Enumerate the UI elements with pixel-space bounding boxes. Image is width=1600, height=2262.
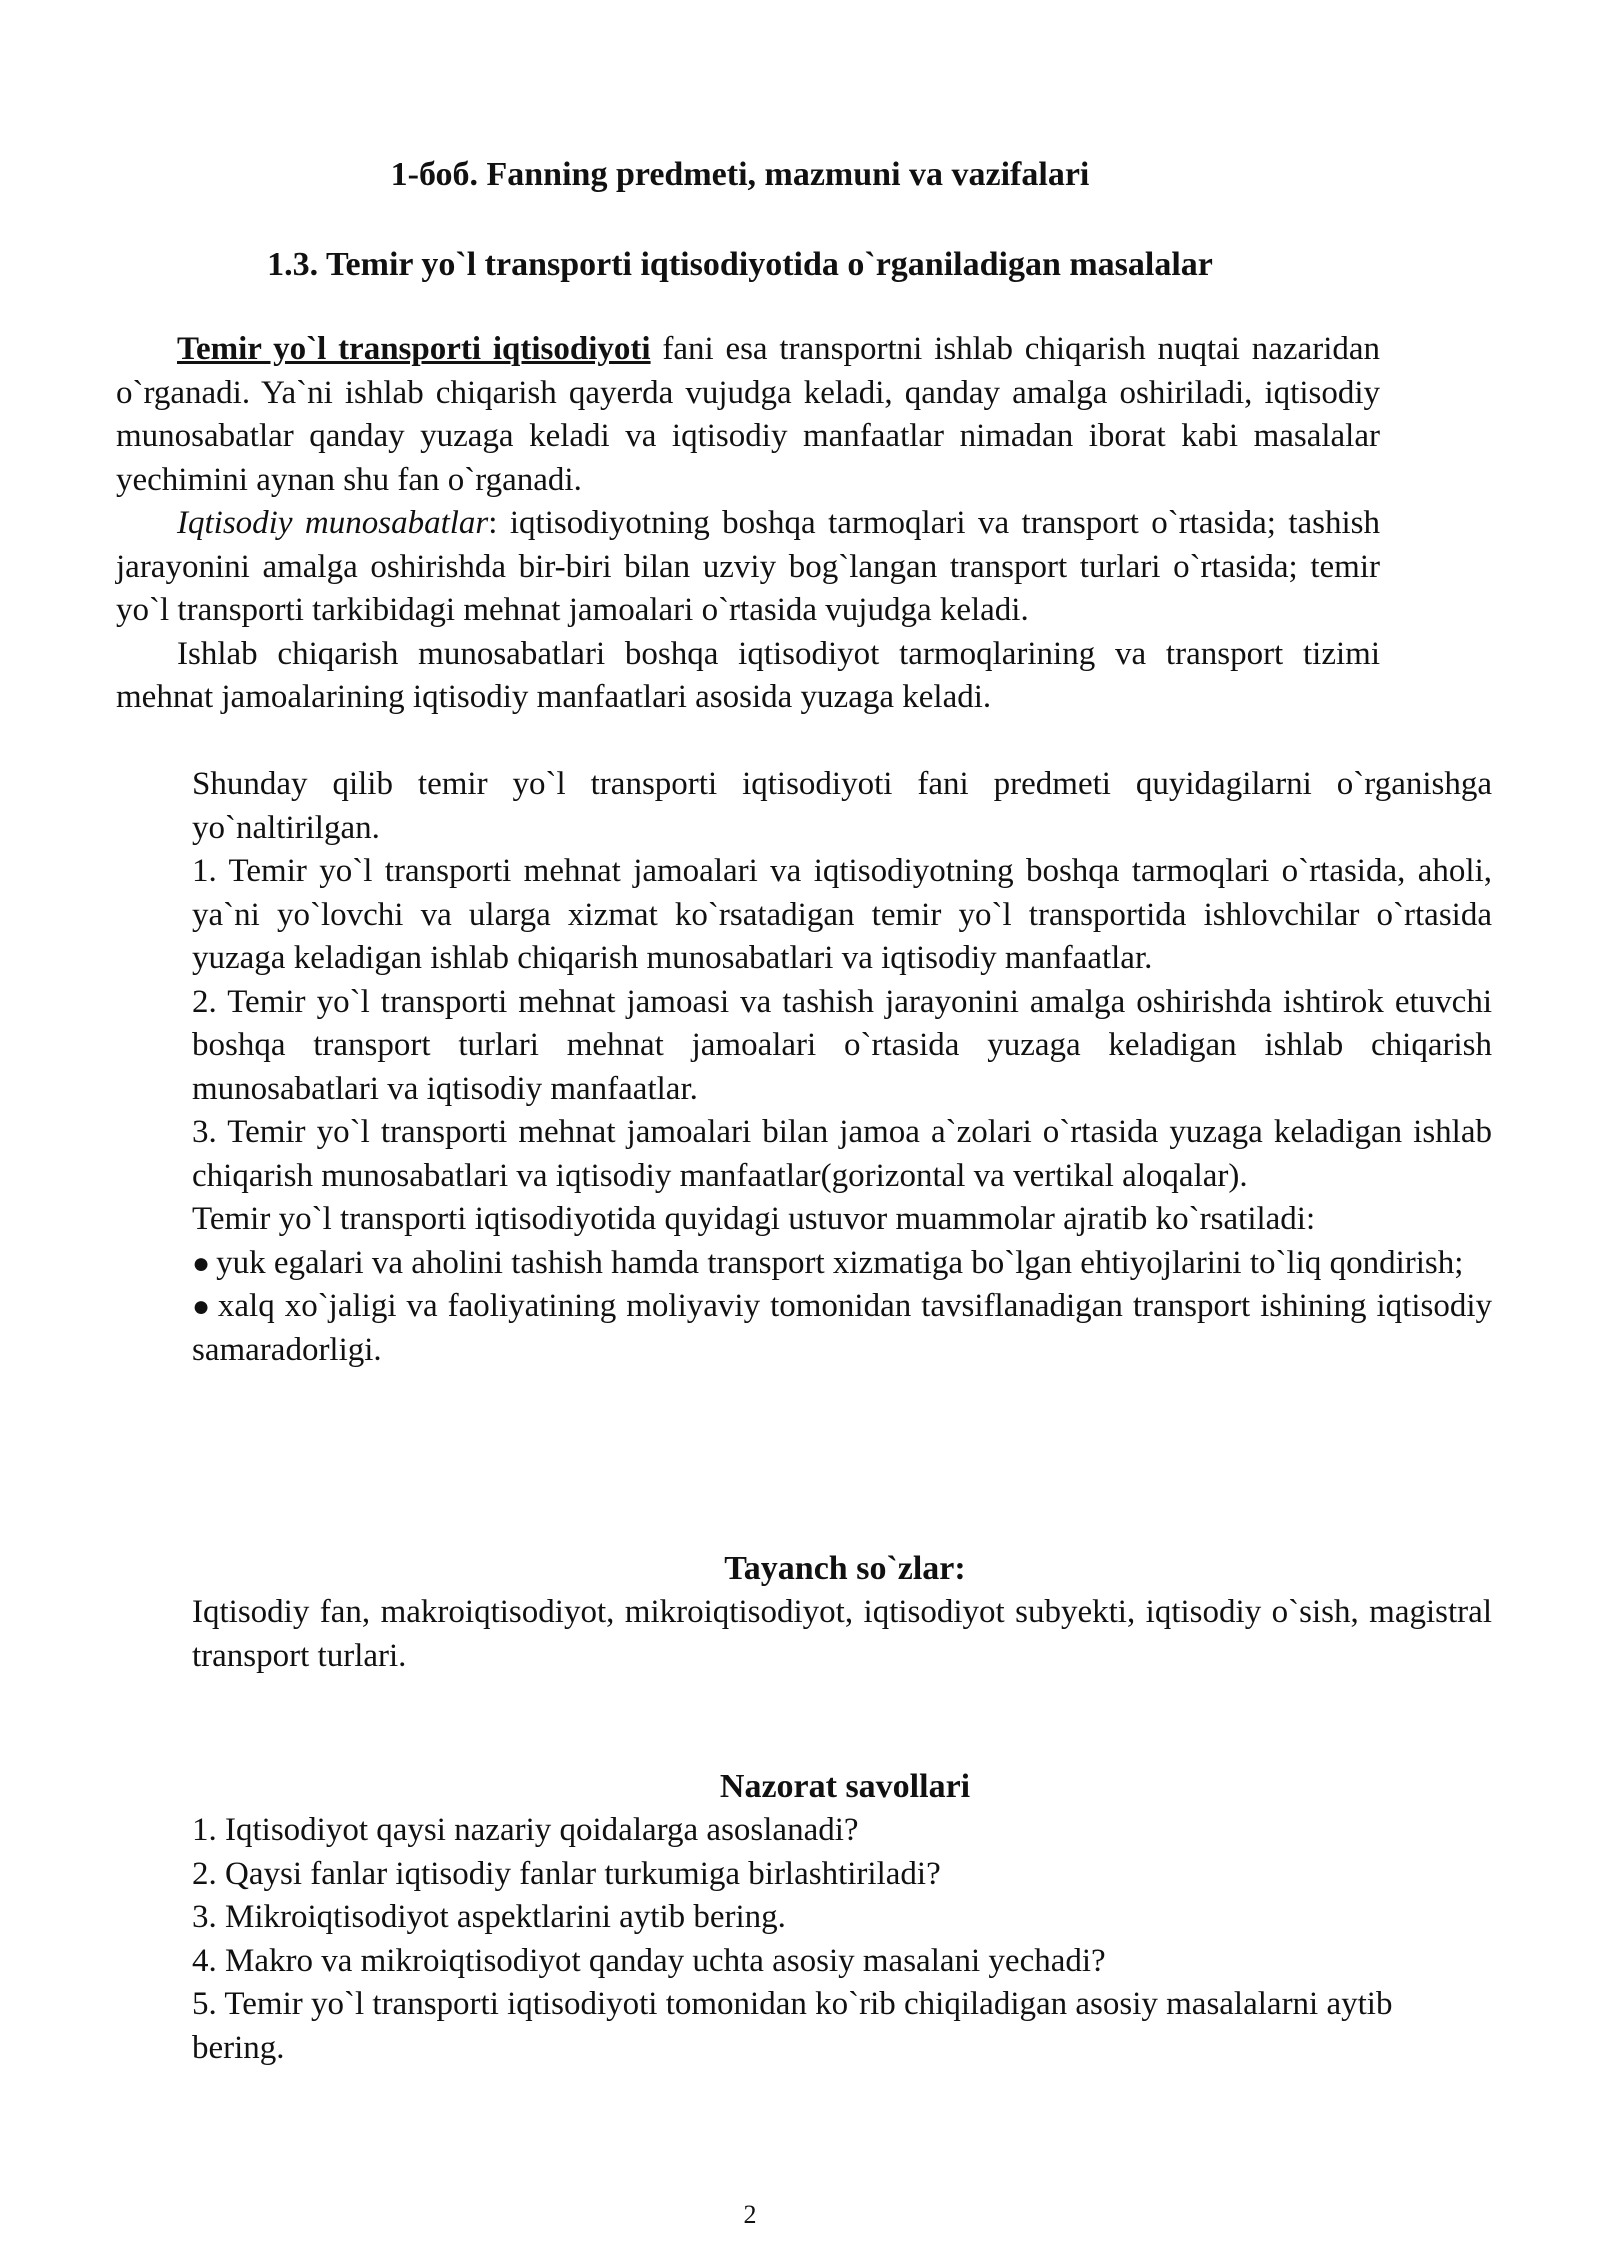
question-item: 2. Qaysi fanlar iqtisodiy fanlar turkumiga birlashtiriladi? [192,1855,941,1892]
paragraph-2 [116,502,1380,633]
question-item: 4. Makro va mikroiqtisodiyot qanday uchta asosiy masalani yechadi? [192,1942,1106,1979]
questions-list [192,1809,1492,2070]
page-number: 2 [743,2200,757,2229]
paragraph-1 [116,328,1380,502]
paragraph-2-text: : iqtisodiyotning boshqa tarmoqlari va transport o`rtasida; tashish jarayonini amalga oshirishda bir-biri bilan uzviy bog`langan transport turlari o`rtasida; temir yo`l transporti tarkibidagi mehnat jamoalari o`rtasida vujudga keladi. [116,505,1380,628]
list-item: 2. Temir yo`l transporti mehnat jamoasi va tashish jarayonini amalga oshirishda ishtirok etuvchi boshqa transport turlari mehnat jamoalari o`rtasida yuzaga keladigan ishlab chiqarish munosabatlari va iqtisodiy manfaatlar. [192,983,1492,1107]
question-item: 3. Mikroiqtisodiyot aspektlarini aytib bering. [192,1899,786,1935]
section-title: 1.3. Temir yo`l transporti iqtisodiyotida o`rganiladigan masalalar [267,246,1213,283]
question-item: 1. Iqtisodiyot qaysi nazariy qoidalarga asoslanadi? [192,1812,859,1848]
bullet-icon: ● [192,1290,212,1323]
list-intro: Shunday qilib temir yo`l transporti iqtisodiyoti fani predmeti quyidagilarni o`rganishga yo`naltirilgan. [192,766,1492,846]
paragraph-1-text: fani esa transportni ishlab chiqarish nuqtai nazaridan o`rganadi. Ya`ni ishlab chiqarish qayerda vujudga keladi, qanday amalga oshiriladi, iqtisodiy munosabatlar qanday yuzaga keladi va iqtisodiy manfaatlar nimadan iborat kabi masalalar yechimini aynan shu fan o`rganadi. [116,331,1381,498]
list-item: 3. Temir yo`l transporti mehnat jamoalari bilan jamoa a`zolari o`rtasida yuzaga keladigan ishlab chiqarish munosabatlari va iqtisodiy manfaatlar(gorizontal va vertikal aloqalar). [192,1114,1492,1194]
term-economic-relations: Iqtisodiy munosabatlar [177,505,489,541]
intro-text [116,328,1380,720]
keywords-title: Tayanch so`zlar: [724,1550,966,1587]
question-item: 5. Temir yo`l transporti iqtisodiyoti tomonidan ko`rib chiqiladigan asosiy masalalarni aytib bering. [192,1986,1393,2066]
paragraph-3: Ishlab chiqarish munosabatlari boshqa iqtisodiyot tarmoqlarining va transport tizimi mehnat jamoalarining iqtisodiy manfaatlari asosida yuzaga keladi. [116,635,1380,715]
bullet-item: ● xalq xo`jaligi va faoliyatining moliyaviy tomonidan tavsiflanadigan transport ishining iqtisodiy samaradorligi. [192,1288,1492,1368]
subject-list [192,763,1492,1372]
list-item: 1. Temir yo`l transporti mehnat jamoalari va iqtisodiyotning boshqa tarmoqlari o`rtasida, aholi, ya`ni yo`lovchi va ularga xizmat ko`rsatadigan temir yo`l transportida ishlovchilar o`rtasida yuzaga keladigan ishlab chiqarish munosabatlari va iqtisodiy manfaatlar. [192,853,1492,976]
bullet-item: ● yuk egalari va aholini tashish hamda transport xizmatiga bo`lgan ehtiyojlarini to`liq qondirish; [192,1244,1464,1281]
questions-title: Nazorat savollari [719,1768,971,1805]
term-railway-economics: Temir yo`l transporti iqtisodiyoti [177,331,651,367]
problems-intro: Temir yo`l transporti iqtisodiyotida quyidagi ustuvor muammolar ajratib ko`rsatiladi: [192,1201,1316,1237]
chapter-title: 1-боб. Fanning predmeti, mazmuni va vazifalari [390,156,1090,193]
keywords-text: Iqtisodiy fan, makroiqtisodiyot, mikroiqtisodiyot, iqtisodiyot subyekti, iqtisodiy o`sish, magistral transport turlari. [192,1594,1492,1674]
keywords-section [192,1591,1492,1678]
bullet-icon: ● [192,1246,211,1280]
